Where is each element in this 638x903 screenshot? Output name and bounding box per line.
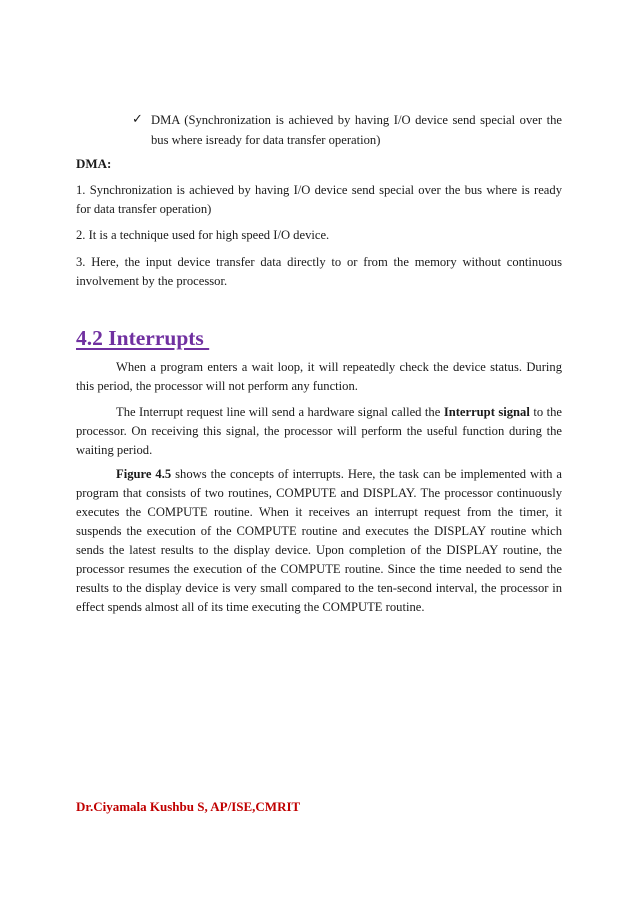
dma-heading: DMA: [76, 156, 112, 171]
checkmark-icon: ✓ [132, 111, 143, 126]
paragraph-2-text-after: to the processor. On receiving this signal, the processor will perform the useful function during the waiting period. [76, 405, 562, 457]
paragraph-3-text: shows the concepts of interrupts. Here, the task can be implemented with a program that consists of two routines, COMPUTE and DISPLAY. The processor continuously executes the COMPUTE routine. When it receives an interrupt request from the timer, it suspends the execution of the COMPUTE routine and executes the DISPLAY routine which sends the latest results to the display device. Upon completion of the DISPLAY routine, the processor resumes the execution of the COMPUTE routine. Since the time needed to send the results to the display device is very small compared to the ten-second interval, the processor in effect spends almost all of its time executing the COMPUTE routine. [76, 467, 562, 614]
dma-item-2: 2. It is a technique used for high speed I/O device. [76, 228, 330, 242]
dma-item-3: 3. Here, the input device transfer data directly to or from the memory without continuous involvement by the processor. [76, 255, 562, 288]
interrupt-signal-term: Interrupt signal [443, 405, 530, 419]
figure-reference: Figure 4.5 [116, 467, 172, 481]
bullet-text: DMA (Synchronization is achieved by having I/O device send special over the bus where isready for data transfer operation) [151, 113, 562, 147]
paragraph-2-text-before: The Interrupt request line will send a hardware signal called the [116, 405, 444, 419]
dma-item-1: 1. Synchronization is achieved by having I/O device send special over the bus where is ready for data transfer operation) [76, 183, 562, 216]
paragraph-1: When a program enters a wait loop, it will repeatedly check the device status. During this period, the processor will not perform any function. [76, 360, 562, 393]
paragraph-2 [76, 403, 562, 460]
paragraph-3 [76, 465, 562, 617]
section-heading: 4.2 Interrupts [76, 326, 210, 350]
footer-author: Dr.Ciyamala Kushbu S, AP/ISE,CMRIT [76, 799, 301, 814]
